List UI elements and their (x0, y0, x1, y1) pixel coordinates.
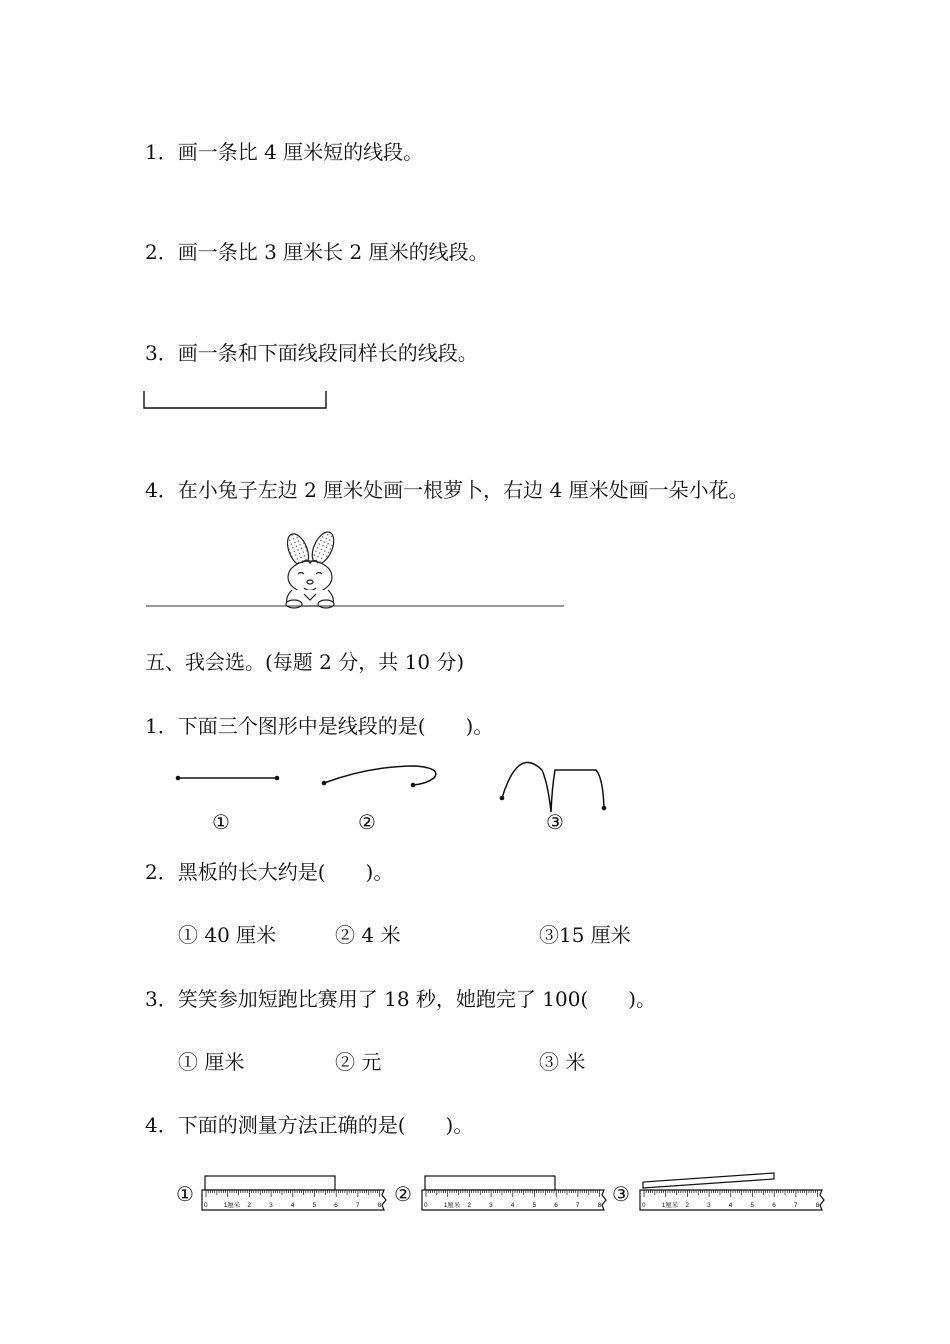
question-number: 2． (145, 860, 178, 884)
ruler-tick-label: 1厘米 (223, 1202, 241, 1209)
figure-label-2: ② (358, 810, 376, 834)
measured-strip (205, 1176, 335, 1190)
ruler-option-1 (200, 1170, 390, 1214)
figure-line-segment (176, 776, 280, 781)
question-text: 画一条和下面线段同样长的线段。 (177, 341, 478, 365)
figure-arches (500, 762, 607, 812)
question-text: 下面三个图形中是线段的是( )。 (177, 714, 494, 738)
ruler-tick-label: 5 (532, 1202, 537, 1209)
rabbit-icon (283, 529, 338, 608)
ruler-tick-label: 7 (793, 1202, 798, 1209)
option-a[interactable]: ① 40 厘米 (178, 923, 277, 947)
question-text: 黑板的长大约是( )。 (177, 860, 394, 884)
question-number: 4． (145, 1113, 178, 1137)
ruler-tick-label: 0 (642, 1202, 646, 1209)
ruler-tick-label: 3 (707, 1202, 711, 1209)
option-a[interactable]: ① 厘米 (178, 1050, 245, 1074)
figure-label-3: ③ (546, 810, 564, 834)
option-c[interactable]: ③15 厘米 (539, 923, 631, 947)
ruler-tick-label: 1厘米 (661, 1202, 679, 1209)
ruler-option-3 (638, 1160, 828, 1214)
draw-question-4 (145, 478, 749, 502)
measured-strip (425, 1176, 555, 1190)
question-number: 3． (145, 341, 178, 365)
ruler-tick-label: 6 (772, 1202, 776, 1209)
ruler-tick-label: 6 (554, 1202, 558, 1209)
question-text: 画一条比 4 厘米短的线段。 (177, 140, 424, 164)
question-number: 1． (145, 714, 178, 738)
draw-question-2 (145, 240, 489, 264)
choice-question-1 (145, 714, 493, 738)
ruler-tick-label: 0 (204, 1202, 208, 1209)
rabbit-figure (140, 528, 570, 612)
ruler-tick-label: 8 (597, 1202, 602, 1209)
ruler-tick-label: 2 (685, 1202, 690, 1209)
section-title: 五、我会选。(每题 2 分，共 10 分) (145, 650, 465, 674)
ruler-tick-label: 7 (575, 1202, 580, 1209)
ruler-tick-label: 4 (510, 1202, 515, 1209)
choice-question-3 (145, 987, 656, 1011)
option-b[interactable]: ② 4 米 (335, 923, 401, 947)
ruler-tick-label: 4 (728, 1202, 733, 1209)
ruler-tick-label: 0 (424, 1202, 428, 1209)
ruler-tick-label: 3 (269, 1202, 273, 1209)
ruler-tick-label: 2 (467, 1202, 472, 1209)
option-c[interactable]: ③ 米 (539, 1050, 586, 1074)
ruler-tick-label: 8 (377, 1202, 382, 1209)
question-number: 1． (145, 140, 178, 164)
option-b[interactable]: ② 元 (335, 1050, 382, 1074)
ruler-tick-label: 3 (489, 1202, 493, 1209)
ruler-label-1: ① (176, 1182, 194, 1206)
shape-figures (170, 760, 620, 816)
question-text: 下面的测量方法正确的是( )。 (177, 1113, 474, 1137)
choice-question-4 (145, 1113, 473, 1137)
ruler-tick-label: 5 (312, 1202, 317, 1209)
ruler-tick-label: 4 (290, 1202, 295, 1209)
ruler-tick-label: 7 (355, 1202, 360, 1209)
choice-question-2 (145, 860, 393, 884)
ruler-tick-label: 1厘米 (443, 1202, 461, 1209)
ruler-tick-label: 2 (247, 1202, 252, 1209)
question-text: 在小兔子左边 2 厘米处画一根萝卜，右边 4 厘米处画一朵小花。 (177, 478, 749, 502)
question-text: 笑笑参加短跑比赛用了 18 秒，她跑完了 100( )。 (177, 987, 657, 1011)
ruler-tick-label: 5 (750, 1202, 755, 1209)
question-number: 3． (145, 987, 178, 1011)
ruler-tick-label: 6 (334, 1202, 338, 1209)
figure-label-1: ① (212, 810, 230, 834)
question-number: 2． (145, 240, 178, 264)
ruler-option-2 (420, 1170, 610, 1214)
ruler-label-2: ② (394, 1182, 412, 1206)
draw-question-1 (145, 140, 423, 164)
question-text: 画一条比 3 厘米长 2 厘米的线段。 (177, 240, 489, 264)
reference-segment (140, 388, 332, 412)
draw-question-3 (145, 341, 478, 365)
figure-curve (322, 766, 436, 787)
question-number: 4． (145, 478, 178, 502)
ruler-label-3: ③ (612, 1182, 630, 1206)
measured-strip (643, 1173, 774, 1188)
ruler-tick-label: 8 (815, 1202, 820, 1209)
